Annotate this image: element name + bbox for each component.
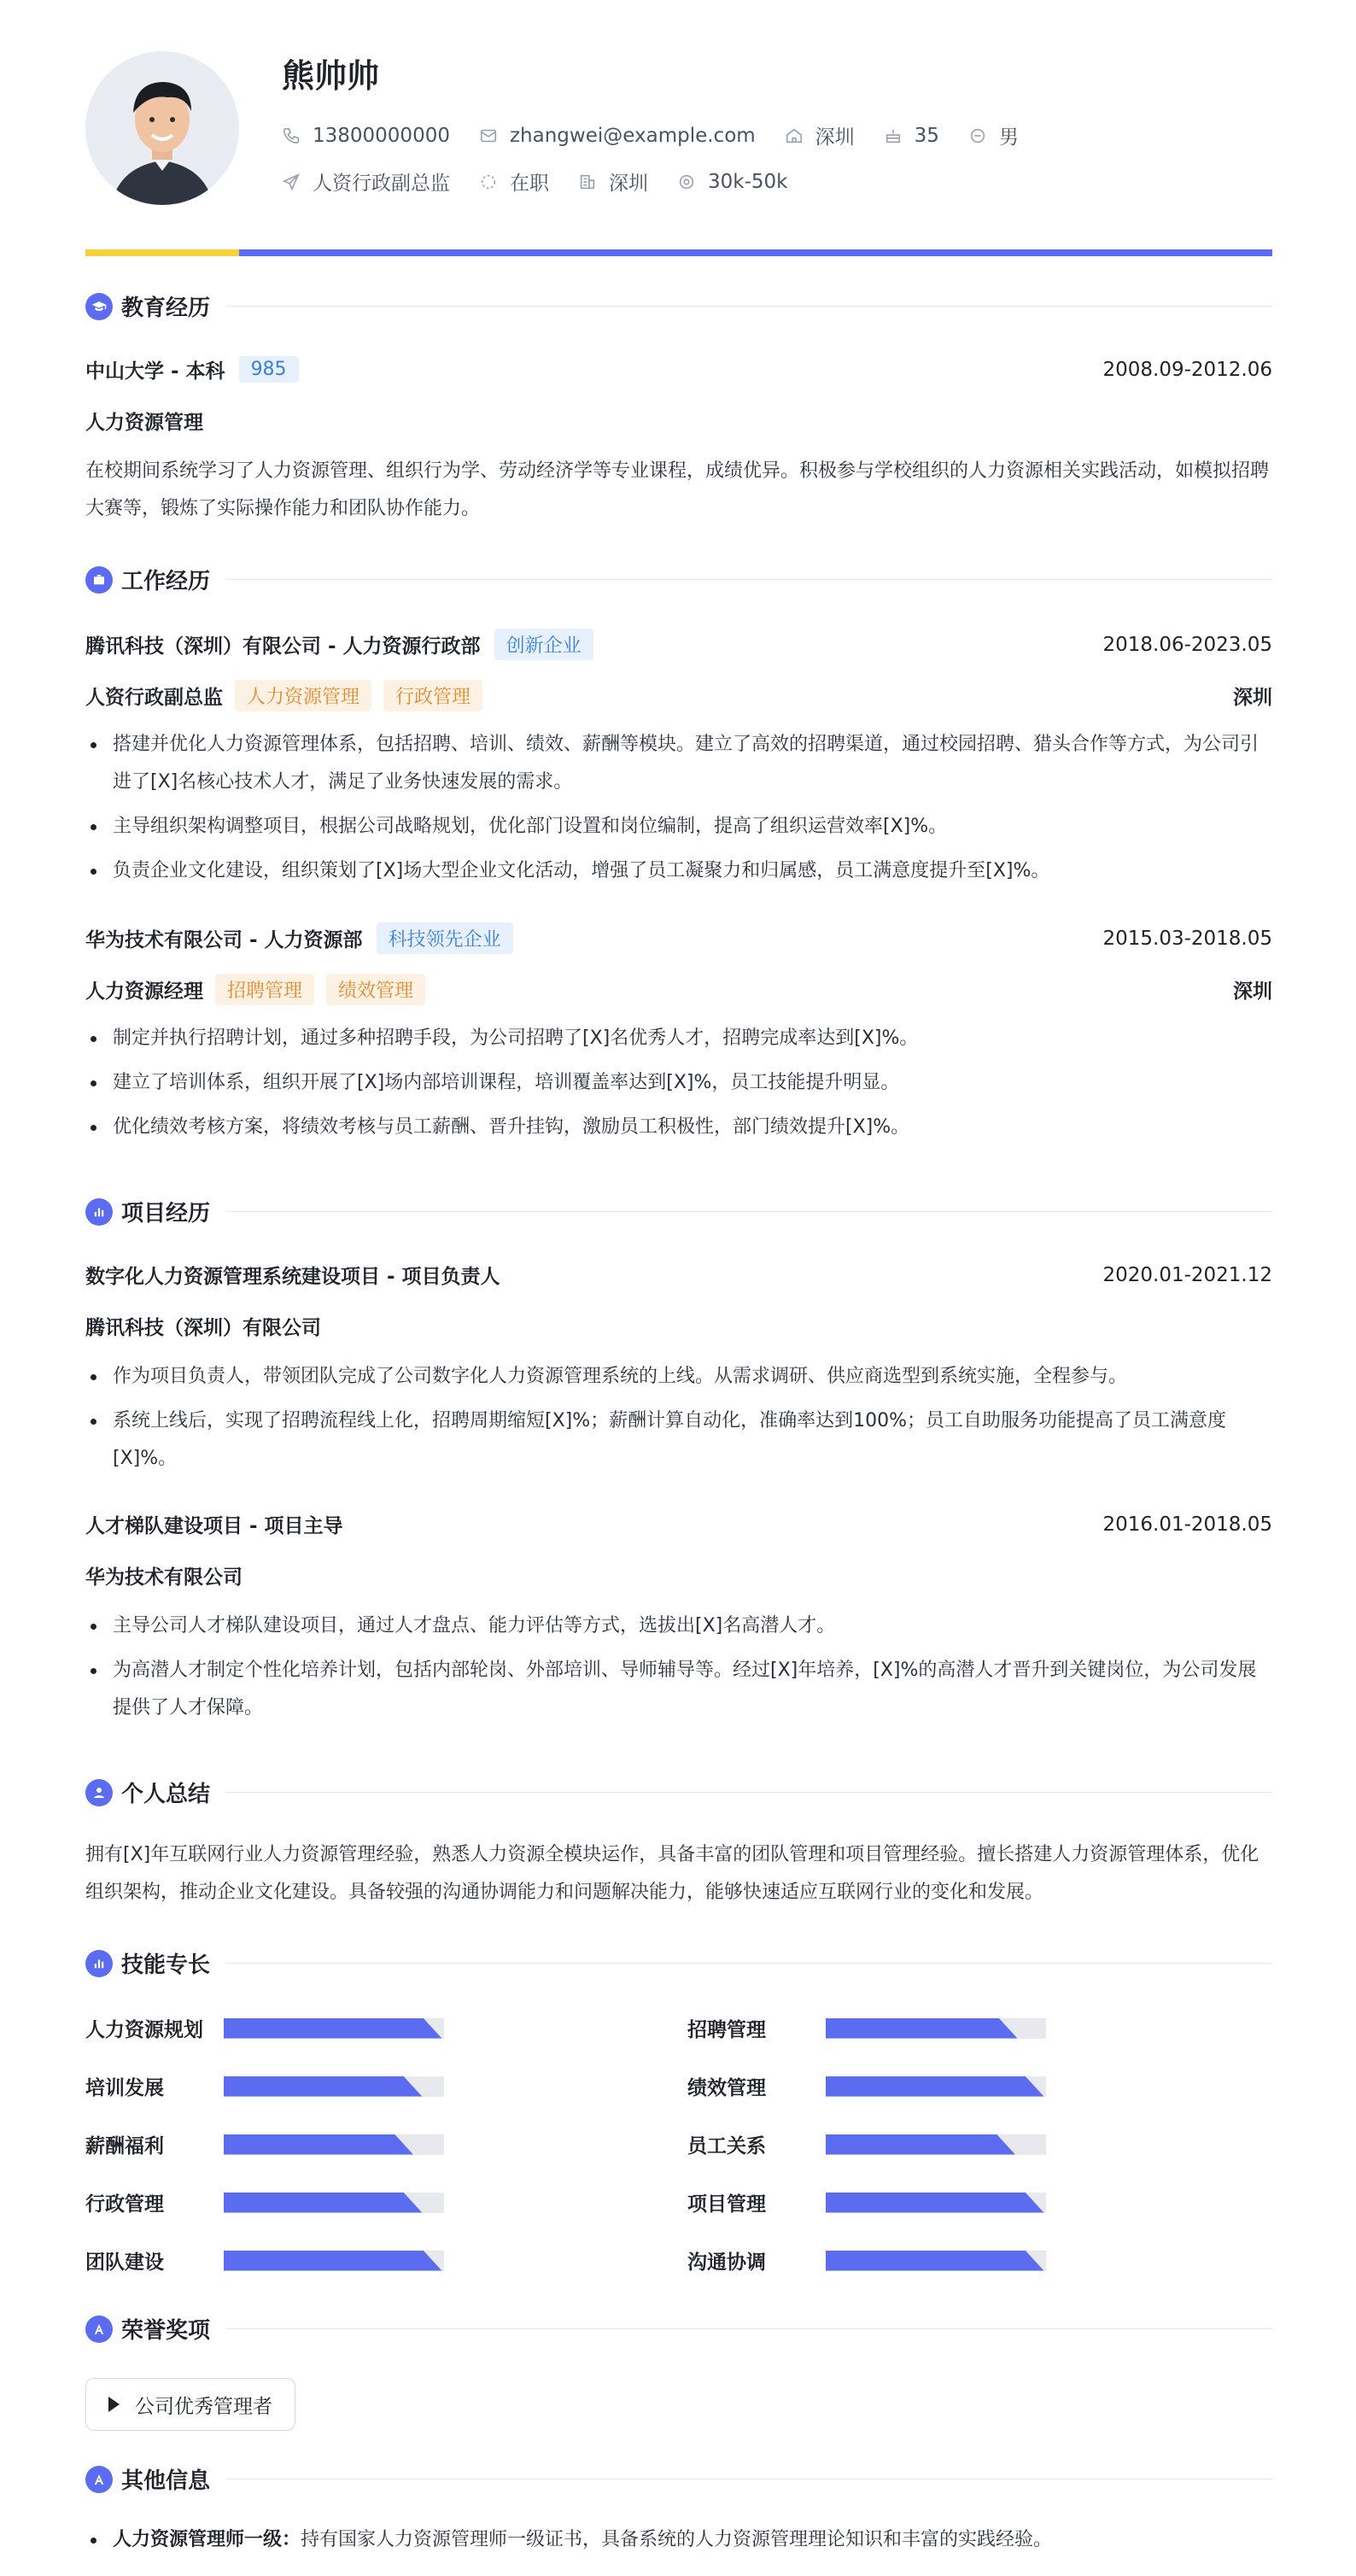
work-period: 2018.06-2023.05 xyxy=(1102,633,1272,656)
skill-fill xyxy=(224,2018,441,2039)
send-icon xyxy=(282,173,301,191)
work-bullets xyxy=(85,1020,1272,1153)
target-position-info xyxy=(282,167,450,196)
project-period: 2020.01-2021.12 xyxy=(1102,1263,1272,1286)
company-tag: 科技领先企业 xyxy=(377,922,513,954)
skill-label: 行政管理 xyxy=(85,2193,164,2216)
list-item: 系统上线后，实现了招聘流程线上化，招聘周期缩短[X]%；薪酬计算自动化，准确率达到100%；员工自助服务功能提高了员工满意度[X]%。 xyxy=(85,1402,1272,1478)
summary-text: 拥有[X]年互联网行业人力资源管理经验，熟悉人力资源全模块运作，具备丰富的团队管理和项目管理经验。擅长搭建人力资源管理体系，优化组织架构，推动企业文化建设。具备较强的沟通协调能力和问题解决能力，能够快速适应互联网行业的变化和发展。 xyxy=(85,1844,1260,1903)
project-header xyxy=(85,1510,1272,1538)
contact-row xyxy=(282,121,1048,149)
avatar xyxy=(85,51,239,205)
school-name: 中山大学 - 本科 xyxy=(85,360,225,383)
section-other xyxy=(85,2463,1272,2495)
certificate-text: 持有国家人力资源管理师一级证书，具备系统的人力资源管理理论知识和丰富的实践经验。 xyxy=(301,2529,1053,2550)
skill-tag: 行政管理 xyxy=(383,680,482,711)
section-title: 荣誉奖项 xyxy=(121,2318,211,2344)
major: 人力资源管理 xyxy=(85,412,203,434)
skill-item xyxy=(687,2188,1046,2216)
skill-bar xyxy=(826,2134,1046,2155)
section-divider xyxy=(225,1963,1272,1964)
bar-chart-icon xyxy=(85,1950,113,1977)
section-divider xyxy=(225,306,1272,307)
list-item: 主导组织架构调整项目，根据公司战略规划，优化部门设置和岗位编制，提高了组织运营效率[X]%。 xyxy=(85,808,1272,846)
list-item: 为高潜人才制定个性化培养计划，包括内部轮岗、外部培训、导师辅导等。经过[X]年培养，[X]%的高潜人才晋升到关键岗位，为公司发展提供了人才保障。 xyxy=(85,1652,1272,1727)
skill-bar xyxy=(826,2018,1046,2039)
skill-label: 薪酬福利 xyxy=(85,2135,164,2157)
phone-info xyxy=(282,125,450,147)
skill-bar xyxy=(826,2193,1046,2213)
age-info xyxy=(884,125,939,147)
play-icon xyxy=(108,2397,120,2412)
work-bullets xyxy=(85,726,1272,897)
skill-item xyxy=(85,2014,444,2042)
skill-item xyxy=(85,2130,444,2158)
skill-fill xyxy=(224,2193,422,2213)
other-bullets xyxy=(85,2521,1272,2566)
work-title-row xyxy=(85,974,1272,1005)
salary-info xyxy=(677,171,787,193)
skill-item xyxy=(687,2014,1046,2042)
home-icon xyxy=(785,126,804,145)
gender-info xyxy=(968,121,1019,149)
skill-label: 员工关系 xyxy=(687,2135,766,2157)
award-icon xyxy=(85,2315,113,2343)
skill-label: 人力资源规划 xyxy=(85,2019,203,2041)
candidate-name: 熊帅帅 xyxy=(282,57,380,95)
email-text: zhangwei@example.com xyxy=(509,124,756,147)
status-text: 在职 xyxy=(510,173,549,195)
phone-text: 13800000000 xyxy=(313,124,450,147)
work-period: 2015.03-2018.05 xyxy=(1102,927,1272,950)
section-work xyxy=(85,564,1272,595)
company-name: 腾讯科技（深圳）有限公司 - 人力资源行政部 xyxy=(85,635,481,658)
briefcase-icon xyxy=(85,566,113,594)
skill-fill xyxy=(826,2134,1015,2155)
project-bullets xyxy=(85,1607,1272,1734)
section-divider xyxy=(225,579,1272,580)
skill-fill xyxy=(224,2134,413,2155)
skill-bar xyxy=(224,2251,444,2271)
age-text: 35 xyxy=(914,124,939,147)
list-item: 建立了培训体系，组织开展了[X]场内部培训课程，培训覆盖率达到[X]%，员工技能提升明显。 xyxy=(85,1064,1272,1102)
education-header xyxy=(85,355,1272,383)
skill-bar xyxy=(826,2251,1046,2271)
mail-icon xyxy=(479,126,498,145)
skill-tag: 人力资源管理 xyxy=(235,680,371,711)
certificate-label: 人力资源管理师一级： xyxy=(113,2529,301,2550)
project-bullets xyxy=(85,1358,1272,1484)
skill-fill xyxy=(826,2193,1043,2213)
skill-tag: 绩效管理 xyxy=(326,974,425,1005)
section-education xyxy=(85,290,1272,322)
project-company-row xyxy=(85,1561,1272,1590)
header-divider-accent xyxy=(85,249,239,256)
section-title: 其他信息 xyxy=(121,2468,211,2494)
skill-label: 招聘管理 xyxy=(687,2019,766,2041)
status-info xyxy=(479,167,549,196)
skill-fill xyxy=(826,2251,1043,2271)
gender-icon xyxy=(968,126,987,145)
skill-label: 项目管理 xyxy=(687,2193,766,2216)
work-city: 深圳 xyxy=(1233,687,1272,709)
list-item: 主导公司人才梯队建设项目，通过人才盘点、能力评估等方式，选拔出[X]名高潜人才。 xyxy=(85,1607,1272,1645)
list-item: 优化绩效考核方案，将绩效考核与员工薪酬、晋升挂钩，激励员工积极性，部门绩效提升[X]%。 xyxy=(85,1109,1272,1146)
project-company-row xyxy=(85,1312,1272,1340)
email-info xyxy=(479,125,756,147)
bar-chart-icon xyxy=(85,1198,113,1226)
phone-icon xyxy=(282,126,301,145)
skill-fill xyxy=(224,2251,441,2271)
salary-text: 30k-50k xyxy=(708,170,788,193)
skill-label: 培训发展 xyxy=(85,2077,164,2099)
project-company: 华为技术有限公司 xyxy=(85,1566,243,1589)
salary-icon xyxy=(677,173,696,191)
section-projects xyxy=(85,1196,1272,1227)
skill-fill xyxy=(224,2076,422,2097)
skill-bar xyxy=(224,2018,444,2039)
award-icon xyxy=(85,2466,113,2493)
skill-bar xyxy=(224,2134,444,2155)
cake-icon xyxy=(884,126,903,145)
skill-label: 沟通协调 xyxy=(687,2251,766,2274)
skill-bar xyxy=(224,2193,444,2213)
section-divider xyxy=(225,2328,1272,2329)
list-item xyxy=(85,2521,1272,2559)
target-city-info xyxy=(578,167,648,196)
skill-fill xyxy=(826,2076,1043,2097)
school-tag: 985 xyxy=(239,356,299,383)
list-item: 制定并执行招聘计划，通过多种招聘手段，为公司招聘了[X]名优秀人才，招聘完成率达到[X]%。 xyxy=(85,1020,1272,1057)
section-title: 个人总结 xyxy=(121,1782,211,1807)
status-icon xyxy=(479,173,498,191)
skill-fill xyxy=(826,2018,1017,2039)
list-item: 搭建并优化人力资源管理体系，包括招聘、培训、绩效、薪酬等模块。建立了高效的招聘渠道，通过校园招聘、猎头合作等方式，为公司引进了[X]名核心技术人才，满足了业务快速发展的需求。 xyxy=(85,726,1272,801)
education-description: 在校期间系统学习了人力资源管理、组织行为学、劳动经济学等专业课程，成绩优异。积极参与学校组织的人力资源相关实践活动，如模拟招聘大赛等，锻炼了实际操作能力和团队协作能力。 xyxy=(85,460,1270,519)
project-period: 2016.01-2018.05 xyxy=(1102,1513,1272,1536)
education-major-row xyxy=(85,407,1272,435)
list-item: 作为项目负责人，带领团队完成了公司数字化人力资源管理系统的上线。从需求调研、供应商选型到系统实施，全程参与。 xyxy=(85,1358,1272,1396)
skill-bar xyxy=(826,2076,1046,2097)
skill-tag: 招聘管理 xyxy=(215,974,314,1005)
section-divider xyxy=(225,1211,1272,1212)
skill-item xyxy=(687,2246,1046,2274)
skill-item xyxy=(85,2246,444,2274)
skill-bar xyxy=(224,2076,444,2097)
section-divider xyxy=(225,1792,1272,1793)
section-title: 项目经历 xyxy=(121,1201,211,1227)
building-icon xyxy=(578,173,597,191)
avatar-portrait xyxy=(85,51,239,205)
award-label: 公司优秀管理者 xyxy=(135,2395,272,2418)
list-item: 负责企业文化建设，组织策划了[X]场大型企业文化活动，增强了员工凝聚力和归属感，员工满意度提升至[X]%。 xyxy=(85,852,1272,890)
target-position-text: 人资行政副总监 xyxy=(313,173,450,195)
project-name: 人才梯队建设项目 - 项目主导 xyxy=(85,1515,343,1537)
section-awards xyxy=(85,2313,1272,2345)
work-title-row xyxy=(85,680,1272,711)
work-header xyxy=(85,922,1272,954)
skill-item xyxy=(85,2188,444,2216)
project-company: 腾讯科技（深圳）有限公司 xyxy=(85,1317,321,1339)
project-header xyxy=(85,1261,1272,1289)
skill-label: 团队建设 xyxy=(85,2251,164,2274)
section-title: 工作经历 xyxy=(121,569,211,594)
section-title: 技能专长 xyxy=(121,1952,211,1978)
education-period: 2008.09-2012.06 xyxy=(1102,358,1272,381)
hometown-info xyxy=(785,121,855,149)
target-city-text: 深圳 xyxy=(609,173,648,195)
section-title: 教育经历 xyxy=(121,296,211,321)
job-title: 人资行政副总监 xyxy=(85,687,223,709)
work-header xyxy=(85,629,1272,660)
company-tag: 创新企业 xyxy=(494,629,593,660)
section-summary xyxy=(85,1777,1272,1808)
header-divider xyxy=(85,249,1272,256)
skill-item xyxy=(687,2072,1046,2100)
work-city: 深圳 xyxy=(1233,981,1272,1003)
skill-item xyxy=(85,2072,444,2100)
project-name: 数字化人力资源管理系统建设项目 - 项目负责人 xyxy=(85,1266,500,1288)
award-item[interactable] xyxy=(85,2378,295,2431)
section-skills xyxy=(85,1947,1272,1979)
hometown-text: 深圳 xyxy=(815,126,855,149)
job-intent-row xyxy=(282,167,816,196)
graduation-cap-icon xyxy=(85,293,113,320)
company-name: 华为技术有限公司 - 人力资源部 xyxy=(85,929,363,951)
skill-item xyxy=(687,2130,1046,2158)
job-title: 人力资源经理 xyxy=(85,981,203,1003)
gender-text: 男 xyxy=(998,126,1019,149)
user-icon xyxy=(85,1779,113,1806)
skill-label: 绩效管理 xyxy=(687,2077,766,2099)
